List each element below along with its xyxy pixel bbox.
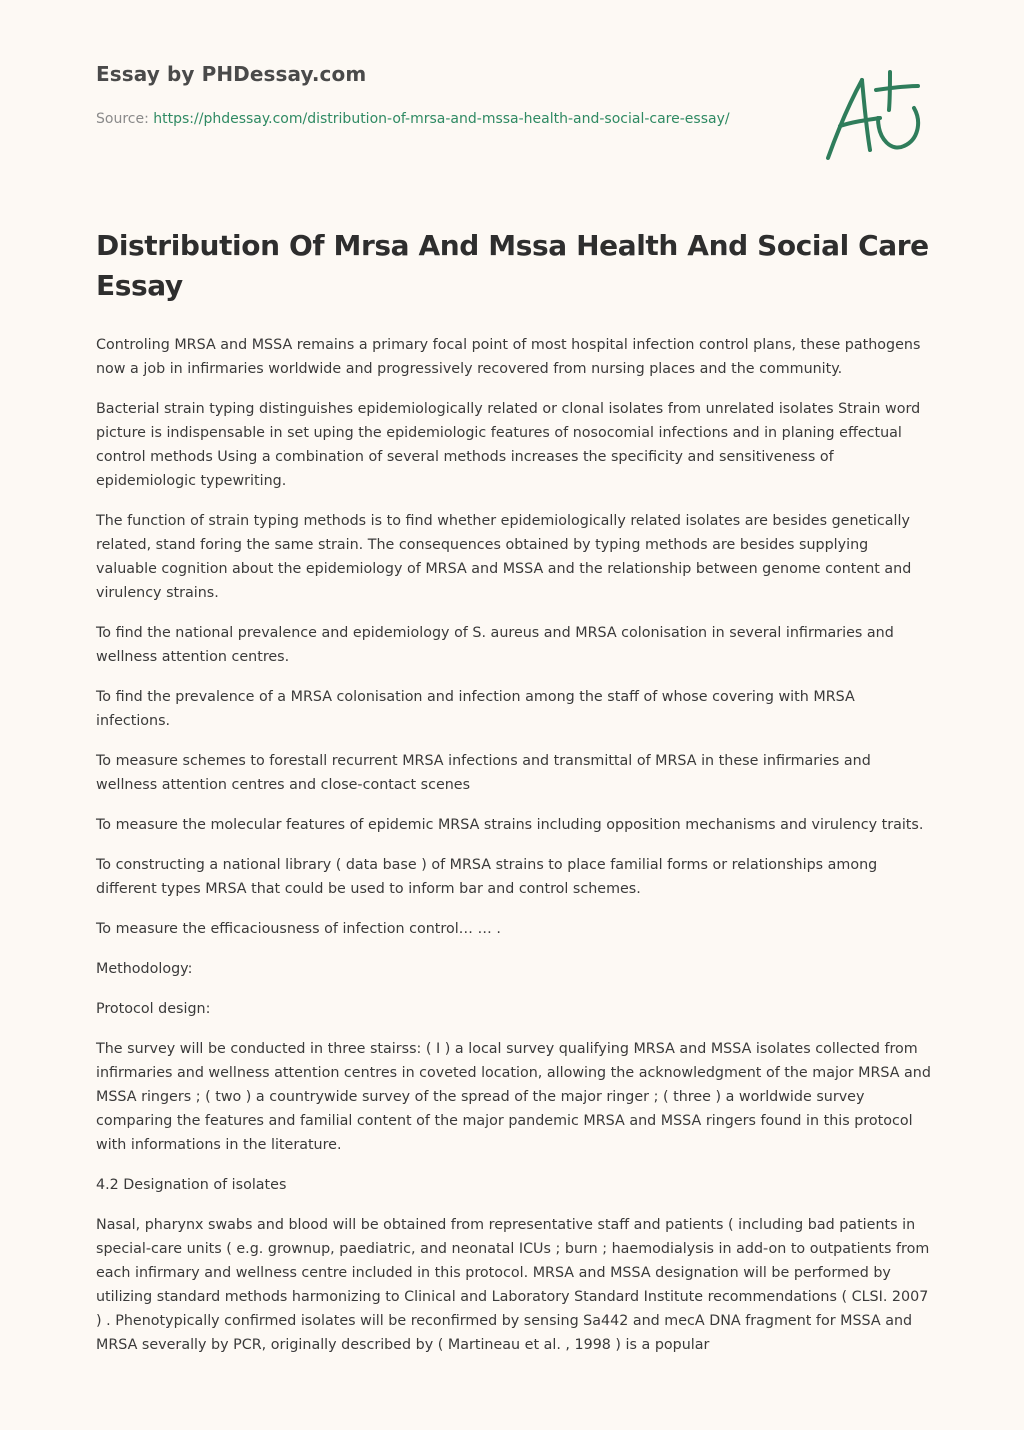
- paragraph: The function of strain typing methods is to find whether epidemiologically related isolates are besides genetically related, stand foring the same strain. The consequences obtained by typing methods are besides supplying valuable cognition about the epidemiology of MRSA and MSSA and the relationship between genome content and virulency strains.: [96, 513, 912, 601]
- article: [96, 226, 932, 1373]
- paragraph: The survey will be conducted in three stairss: ( I ) a local survey qualifying MRSA and MSSA isolates collected from infirmaries and wellness attention centres in coveted location, allowing the acknowledgment of the major MRSA and MSSA ringers ; ( two ) a countrywide survey of the spread of the major ringer ; ( three ) a worldwide survey comparing the features and familial content of the major pandemic MRSA and MSSA ringers found in this protocol with informations in the literature.: [96, 1041, 931, 1153]
- section-heading: Methodology:: [96, 961, 193, 977]
- paragraph: Nasal, pharynx swabs and blood will be obtained from representative staff and patients ( including bad patients in special-care units ( e.g. grownup, paediatric, and neonatal ICUs ; burn ; haemodialysis in add-on to outpatients from each infirmary and wellness centre included in this protocol. MRSA and MSSA designation will be performed by utilizing standard methods harmonizing to Clinical and Laboratory Standard Institute recommendations ( CLSI. 2007 ) . Phenotypically confirmed isolates will be reconfirmed by sensing Sa442 and mecA DNA fragment for MSSA and MRSA severally by PCR, originally described by ( Martineau et al. , 1998 ) is a popular: [96, 1217, 930, 1353]
- page-header: [96, 62, 776, 131]
- source-label: Source:: [96, 111, 154, 127]
- paragraph: To measure the molecular features of epidemic MRSA strains including opposition mechanisms and virulency traits.: [96, 817, 924, 833]
- essay-title: Distribution Of Mrsa And Mssa Health And Social Care Essay: [96, 229, 929, 302]
- site-title: Essay by PHDessay.com: [96, 62, 367, 86]
- paragraph: To constructing a national library ( data base ) of MRSA strains to place familial forms or relationships among different types MRSA that could be used to inform bar and control schemes.: [96, 857, 878, 897]
- section-heading: 4.2 Designation of isolates: [96, 1177, 287, 1193]
- paragraph: Controling MRSA and MSSA remains a primary focal point of most hospital infection control plans, these pathogens now a job in infirmaries worldwide and progressively recovered from nursing places and the community.: [96, 337, 921, 377]
- paragraph: To find the national prevalence and epidemiology of S. aureus and MRSA colonisation in several infirmaries and wellness attention centres.: [96, 625, 894, 665]
- paragraph: To find the prevalence of a MRSA colonisation and infection among the staff of whose covering with MRSA infections.: [96, 689, 855, 729]
- source-line: [96, 107, 776, 131]
- paragraph: To measure the efficaciousness of infection control… … .: [96, 921, 501, 937]
- section-heading: Protocol design:: [96, 1001, 211, 1017]
- source-link[interactable]: https://phdessay.com/distribution-of-mrsa-and-mssa-health-and-social-care-essay/: [153, 111, 730, 127]
- paragraph: To measure schemes to forestall recurrent MRSA infections and transmittal of MRSA in these infirmaries and wellness attention centres and close-contact scenes: [96, 753, 871, 793]
- paragraph: Bacterial strain typing distinguishes epidemiologically related or clonal isolates from unrelated isolates Strain word picture is indispensable in set uping the epidemiologic features of nosocomial infections and in planing effectual control methods Using a combination of several methods increases the specificity and sensitiveness of epidemiologic typewriting.: [96, 401, 921, 489]
- a-plus-logo-icon: [818, 68, 930, 164]
